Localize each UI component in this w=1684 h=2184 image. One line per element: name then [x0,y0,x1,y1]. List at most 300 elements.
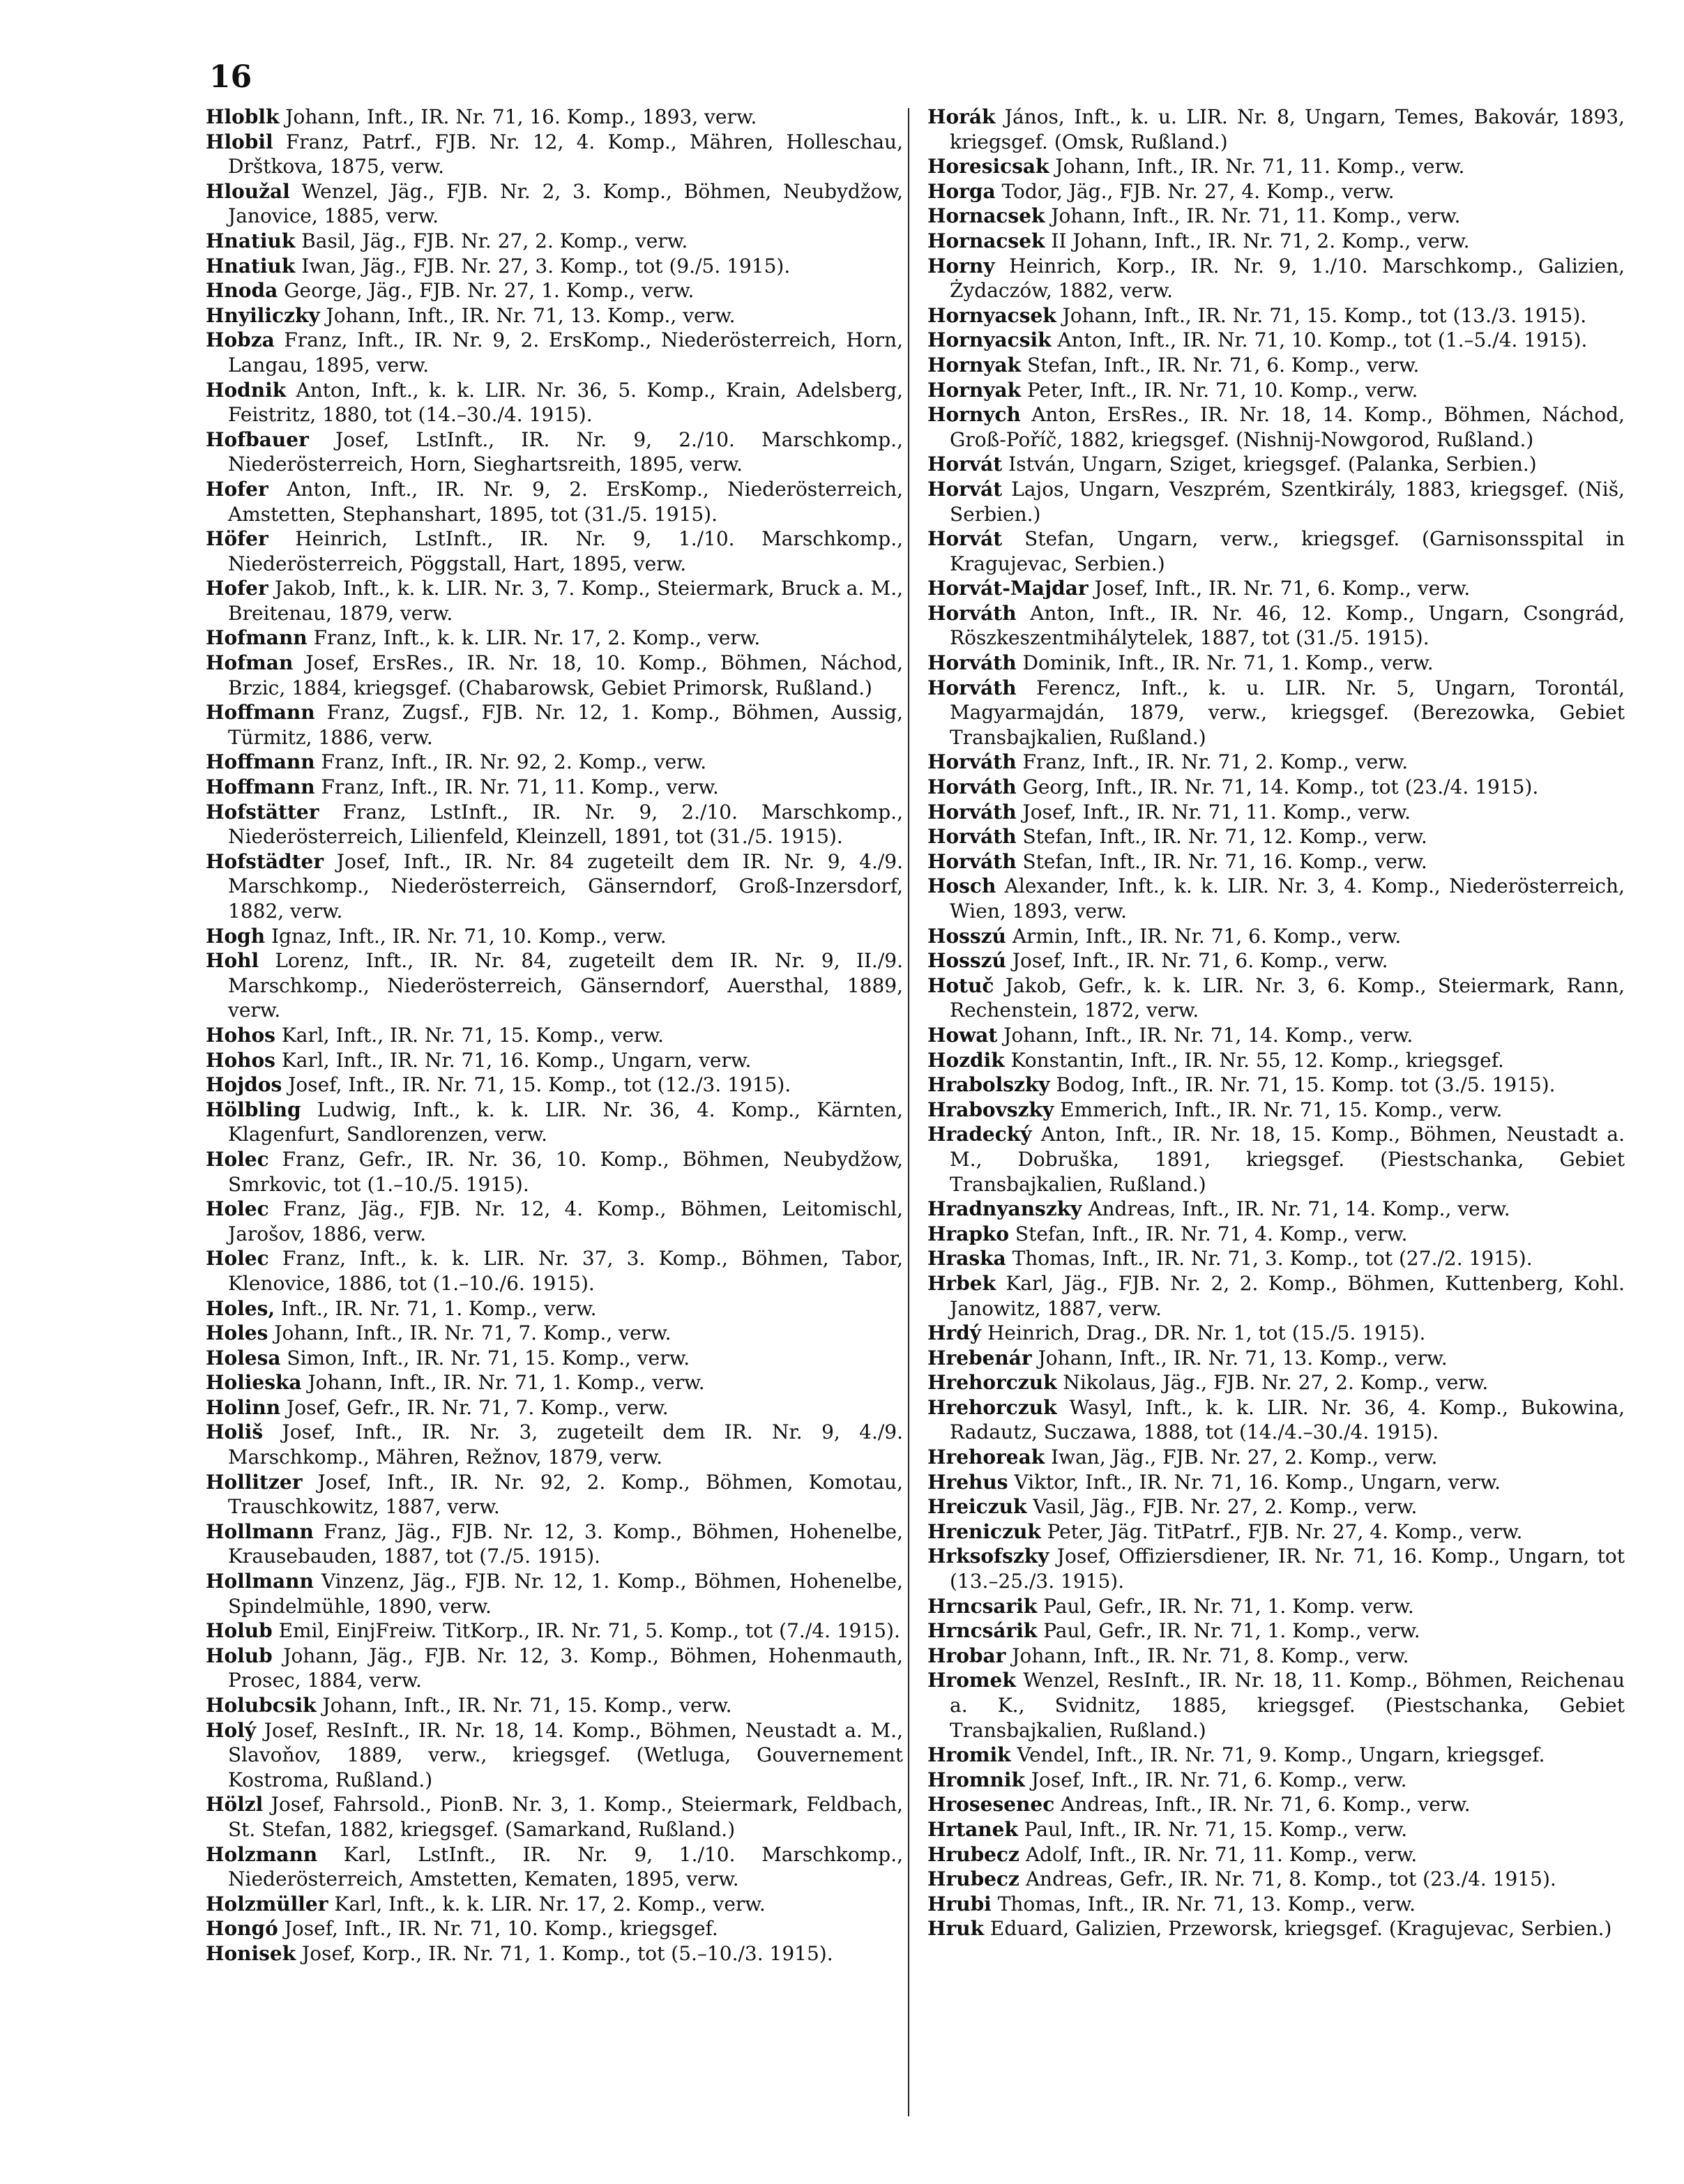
entry-surname: Holiš [206,1420,264,1444]
entry-surname: Holes, [206,1296,275,1320]
entry-details: Anton, Inft., IR. Nr. 9, 2. ErsKomp., Niederösterreich, Amstetten, Stephanshart, 1895, tot (31./5. 1915). [228,477,903,526]
list-item [927,1246,1625,1271]
entry-details: Anton, ErsRes., IR. Nr. 18, 14. Komp., Böhmen, Náchod, Groß-Poříč, 1882, kriegsgef. (Nishnij-Nowgorod, Rußland.) [950,403,1625,451]
list-item [927,154,1625,179]
entry-surname: Horváth [927,750,1017,774]
entry-details: Ludwig, Inft., k. k. LIR. Nr. 36, 4. Komp., Kärnten, Klagenfurt, Sandlorenzen, verw. [228,1098,903,1146]
entry-details: Todor, Jäg., FJB. Nr. 27, 4. Komp., verw. [1001,179,1395,203]
list-item [206,477,903,526]
entry-details: Johann, Jäg., FJB. Nr. 12, 3. Komp., Böhmen, Hohenmauth, Prosec, 1884, verw. [228,1644,903,1692]
entry-details: Anton, Inft., IR. Nr. 18, 15. Komp., Böhmen, Neustadt a. M., Dobruška, 1891, kriegsgef. (Piestschanka, Gebiet Transbajkalien, Rußland.) [950,1123,1625,1196]
list-item [206,526,903,576]
list-item [927,1743,1625,1768]
list-item [927,874,1625,923]
entry-details: Dominik, Inft., IR. Nr. 71, 1. Komp., verw. [1022,651,1434,675]
entry-details: Heinrich, LstInft., IR. Nr. 9, 1./10. Marschkomp., Niederösterreich, Pöggstall, Hart, 1895, verw. [228,527,904,575]
entry-details: Peter, Inft., IR. Nr. 71, 10. Komp., verw. [1026,378,1418,402]
entry-details: Josef, Offiziersdiener, IR. Nr. 71, 16. Komp., Ungarn, tot (13.–25./3. 1915). [950,1545,1625,1593]
entry-surname: Hnatiuk [206,254,296,278]
list-item [206,1296,903,1321]
entry-details: Johann, Inft., IR. Nr. 71, 11. Komp., verw. [1051,204,1461,228]
entry-surname: Horga [927,179,996,203]
entry-details: Franz, Inft., k. k. LIR. Nr. 37, 3. Komp., Böhmen, Tabor, Klenovice, 1886, tot (1.–10./6. 1915). [228,1247,903,1295]
entry-surname: Horváth [927,601,1017,625]
entry-surname: Hrosesenec [927,1793,1055,1817]
entry-details: Karl, Inft., IR. Nr. 71, 15. Komp., verw. [281,1023,664,1047]
list-item [927,105,1625,154]
entry-details: Josef, LstInft., IR. Nr. 9, 2./10. Marschkomp., Niederösterreich, Horn, Sieghartsreith, 1895, verw. [228,427,903,476]
list-item [927,1470,1625,1495]
entry-surname: Horvát [927,527,1003,551]
entry-surname: Hrehus [927,1470,1008,1494]
entry-surname: Hradnyanszky [927,1197,1082,1221]
entry-surname: Hornyak [927,378,1022,402]
list-item [927,1072,1625,1098]
entry-surname: Horvát [927,453,1003,476]
entry-surname: Hobza [206,328,275,352]
entry-details: Karl, LstInft., IR. Nr. 9, 1./10. Marschkomp., Niederösterreich, Amstetten, Kematen, 1895, verw. [228,1842,903,1891]
list-item [927,750,1625,775]
entry-surname: Hölzl [206,1793,264,1817]
entry-details: Peter, Jäg. TitPatrf., FJB. Nr. 27, 4. Komp., verw. [1047,1519,1523,1543]
entry-details: Emmerich, Inft., IR. Nr. 71, 15. Komp., verw. [1060,1098,1503,1121]
entry-surname: Hosch [927,874,996,898]
entry-details: Franz, Patrf., FJB. Nr. 12, 4. Komp., Mähren, Holleschau, Drštkova, 1875, verw. [228,130,903,179]
list-item [927,526,1625,576]
list-item [927,1668,1625,1743]
list-item [206,1023,903,1048]
entry-details: Konstantin, Inft., IR. Nr. 55, 12. Komp., kriegsgef. [1010,1048,1504,1072]
entry-surname: Hromek [927,1669,1016,1692]
list-item [206,1718,903,1793]
entry-details: Karl, Jäg., FJB. Nr. 2, 2. Komp., Böhmen, Kuttenberg, Kohl. Janowitz, 1887, verw. [950,1271,1625,1320]
list-item [927,1916,1625,1941]
entry-details: Josef, Inft., IR. Nr. 71, 11. Komp., verw. [1022,800,1411,824]
list-item [927,800,1625,825]
entry-surname: Hofer [206,477,268,501]
entry-details: Johann, Inft., IR. Nr. 71, 1. Komp., verw. [308,1371,705,1395]
entry-surname: Hreiczuk [927,1495,1027,1519]
entry-details: Franz, Jäg., FJB. Nr. 12, 3. Komp., Böhmen, Hohenelbe, Krausebauden, 1887, tot (7./5. 1915). [228,1519,903,1568]
entry-details: Andreas, Inft., IR. Nr. 71, 14. Komp., verw. [1088,1197,1510,1221]
list-item [206,1048,903,1073]
entry-details: Franz, Inft., k. k. LIR. Nr. 17, 2. Komp., verw. [313,626,761,650]
list-item [927,1544,1625,1593]
list-item [206,1197,903,1246]
list-item [206,1321,903,1346]
list-item [206,651,903,700]
entry-surname: Hofmann [206,626,308,650]
list-item [206,1569,903,1618]
entry-details: Eduard, Galizien, Przeworsk, kriegsgef. (Kragujevac, Serbien.) [989,1917,1612,1941]
entry-details: Thomas, Inft., IR. Nr. 71, 13. Komp., verw. [997,1892,1416,1916]
entry-surname: Hornyak [927,353,1022,377]
list-item [206,1246,903,1296]
entry-surname: Holesa [206,1346,281,1370]
list-item [206,254,903,279]
entry-surname: Hrksofszky [927,1545,1049,1568]
entry-details: Johann, Inft., IR. Nr. 71, 13. Komp., verw. [1038,1346,1448,1370]
entry-details: Josef, Fahrsold., PionB. Nr. 3, 1. Komp., Steiermark, Feldbach, St. Stefan, 1882, kriegsgef. (Samarkand, Rußland.) [228,1793,904,1841]
entry-surname: Holes [206,1321,268,1345]
entry-surname: Hoffmann [206,750,315,774]
list-item [206,1792,903,1842]
list-item [206,1693,903,1718]
entry-details: Anton, Inft., k. k. LIR. Nr. 36, 5. Komp., Krain, Adelsberg, Feistritz, 1880, tot (14.–30./4. 1915). [228,378,904,427]
entry-surname: Hrobar [927,1644,1006,1667]
entry-details: Anton, Inft., IR. Nr. 46, 12. Komp., Ungarn, Csongrád, Röszkeszentmihálytelek, 1887, tot (31./5. 1915). [950,601,1625,650]
entry-surname: Hrebenár [927,1346,1032,1370]
list-item [927,1445,1625,1470]
entry-surname: Hrubecz [927,1842,1019,1866]
entry-surname: Horvát-Majdar [927,577,1088,600]
list-item [927,651,1625,676]
entry-surname: Hornych [927,403,1021,427]
entry-surname: Hrdý [927,1321,982,1345]
entry-surname: Holec [206,1147,269,1171]
entry-surname: Hoffmann [206,775,315,799]
entry-surname: Hofman [206,651,294,675]
list-item [927,1321,1625,1346]
entry-details: Stefan, Ungarn, verw., kriegsgef. (Garnisonsspital in Kragujevac, Serbien.) [950,527,1625,575]
entry-surname: Hrncsarik [927,1594,1038,1618]
entry-surname: Hnyiliczky [206,303,320,327]
entry-surname: Hnatiuk [206,229,296,252]
entry-details: Josef, Gefr., IR. Nr. 71, 7. Komp., verw. [287,1395,669,1419]
entry-details: Karl, Inft., k. k. LIR. Nr. 17, 2. Komp., verw. [334,1892,766,1916]
entry-surname: Hogh [206,924,266,948]
entry-surname: Hrbek [927,1271,996,1295]
list-item [927,229,1625,254]
list-item [927,1817,1625,1842]
list-item [206,800,903,849]
list-item [927,1842,1625,1867]
entry-details: Ignaz, Inft., IR. Nr. 71, 10. Komp., verw. [271,924,667,948]
entry-surname: Hromnik [927,1768,1025,1791]
entry-surname: Hosszú [927,924,1006,948]
entry-surname: Hromik [927,1743,1011,1767]
entry-details: Josef, Inft., IR. Nr. 3, zugeteilt dem IR. Nr. 9, 4./9. Marschkomp., Mähren, Režnov, 1879, verw. [228,1420,903,1469]
entry-surname: Hlobil [206,130,273,153]
entry-surname: Holubcsik [206,1694,317,1717]
entry-surname: Holub [206,1619,273,1643]
entry-details: Jakob, Gefr., k. k. LIR. Nr. 3, 6. Komp., Steiermark, Rann, Rechenstein, 1872, verw. [950,973,1625,1022]
list-item [206,625,903,651]
entry-details: Franz, Inft., IR. Nr. 92, 2. Komp., verw. [321,750,707,774]
entry-surname: Hodnik [206,378,287,402]
list-item [927,1618,1625,1644]
entry-details: Nikolaus, Jäg., FJB. Nr. 27, 2. Komp., verw. [1063,1371,1489,1395]
left-column [206,105,903,1966]
entry-surname: Horváth [927,651,1017,675]
entry-details: Josef, Inft., IR. Nr. 71, 6. Komp., verw. [1012,949,1388,973]
entry-surname: Holinn [206,1395,281,1419]
entry-details: Wenzel, Jäg., FJB. Nr. 2, 3. Komp., Böhmen, Neubydžow, Janovice, 1885, verw. [228,179,903,228]
list-item [206,924,903,949]
entry-details: Josef, Korp., IR. Nr. 71, 1. Komp., tot (5.–10./3. 1915). [302,1941,833,1965]
list-item [206,948,903,1023]
entry-surname: Honisek [206,1941,296,1965]
entry-details: Franz, Inft., IR. Nr. 71, 2. Komp., verw. [1022,750,1409,774]
entry-details: Johann, Inft., IR. Nr. 71, 15. Komp., verw. [322,1694,732,1717]
list-item [206,750,903,775]
entry-surname: Hohos [206,1048,275,1072]
entry-surname: Hnoda [206,279,278,303]
list-item [206,303,903,328]
entry-surname: Holý [206,1718,257,1742]
entry-details: Stefan, Inft., IR. Nr. 71, 12. Komp., verw. [1022,825,1427,849]
entry-surname: Hreniczuk [927,1519,1041,1543]
entry-details: Adolf, Inft., IR. Nr. 71, 11. Komp., verw. [1025,1842,1418,1866]
entry-details: Franz, Zugsf., FJB. Nr. 12, 1. Komp., Böhmen, Aussig, Türmitz, 1886, verw. [228,701,903,749]
entry-details: Andreas, Inft., IR. Nr. 71, 6. Komp., verw. [1061,1793,1471,1817]
entry-surname: Hrubecz [927,1867,1019,1891]
list-item [927,1271,1625,1321]
entry-details: Heinrich, Korp., IR. Nr. 9, 1./10. Marschkomp., Galizien, Żydaczów, 1882, verw. [950,254,1625,303]
entry-surname: Hrncsárik [927,1619,1038,1643]
list-item [927,1048,1625,1073]
list-item [927,402,1625,452]
list-item [927,676,1625,750]
list-item [206,229,903,254]
entry-details: Paul, Inft., IR. Nr. 71, 15. Komp., verw. [1024,1817,1408,1841]
entry-details: Stefan, Inft., IR. Nr. 71, 6. Komp., verw. [1026,353,1420,377]
entry-details: Stefan, Inft., IR. Nr. 71, 4. Komp., verw. [1015,1222,1408,1245]
entry-surname: Holieska [206,1371,302,1395]
page-number: 16 [209,59,252,95]
list-item [927,1494,1625,1519]
entry-surname: Hornyacsek [927,303,1056,327]
entry-details: Josef, Inft., IR. Nr. 71, 15. Komp., tot (12./3. 1915). [288,1073,791,1097]
entry-surname: Hohos [206,1023,275,1047]
list-item [927,353,1625,378]
list-item [206,1147,903,1197]
entry-surname: Horváth [927,676,1017,699]
entry-details: Josef, Inft., IR. Nr. 92, 2. Komp., Böhmen, Komotau, Trauschkowitz, 1887, verw. [228,1470,903,1519]
list-item [206,1072,903,1098]
list-item [927,1197,1625,1222]
list-item [206,1470,903,1519]
entry-surname: Horváth [927,825,1017,849]
entry-surname: Horváth [927,849,1017,873]
entry-surname: Hoffmann [206,701,315,725]
entry-details: Johann, Inft., IR. Nr. 71, 16. Komp., 1893, verw. [285,105,757,128]
entry-details: Emil, EinjFreiw. TitKorp., IR. Nr. 71, 5. Komp., tot (7./4. 1915). [278,1619,900,1643]
entry-surname: Hrehoreak [927,1446,1045,1469]
list-item [927,1370,1625,1395]
entry-surname: Horváth [927,800,1017,824]
list-item [206,849,903,924]
entry-surname: Horvát [927,477,1003,501]
list-item [206,105,903,130]
list-item [927,824,1625,849]
entry-surname: Horák [927,105,996,128]
list-item [206,775,903,800]
entry-surname: Holec [206,1247,269,1271]
list-item [206,328,903,377]
entry-details: Josef, Inft., IR. Nr. 71, 6. Komp., verw. [1031,1768,1407,1791]
entry-details: Josef, ResInft., IR. Nr. 18, 14. Komp., Böhmen, Neustadt a. M., Slavoňov, 1889, verw., kriegsgef. (Wetluga, Gouvernement Kostroma, Rußland.) [228,1718,903,1791]
entry-details: Johann, Inft., IR. Nr. 71, 8. Komp., verw. [1012,1644,1409,1667]
entry-surname: Hrehorczuk [927,1395,1057,1419]
entry-details: Stefan, Inft., IR. Nr. 71, 16. Komp., verw. [1022,849,1427,873]
entry-details: Wenzel, ResInft., IR. Nr. 18, 11. Komp., Böhmen, Reichenau a. K., Svidnitz, 1885, kriegsgef. (Piestschanka, Gebiet Transbajkalien, Rußland.) [950,1669,1625,1742]
entry-details: Alexander, Inft., k. k. LIR. Nr. 3, 4. Komp., Niederösterreich, Wien, 1893, verw. [950,874,1625,923]
list-item [927,1122,1625,1197]
list-item [206,130,903,179]
list-item [927,254,1625,303]
entry-surname: Hojdos [206,1073,282,1097]
entry-surname: Höfer [206,527,268,551]
list-item [206,1941,903,1966]
entry-surname: Hollmann [206,1519,314,1543]
list-item [927,1644,1625,1669]
entry-surname: Horesicsak [927,155,1049,179]
list-item [206,427,903,477]
entry-surname: Horváth [927,775,1017,799]
entry-surname: Hozdik [927,1048,1005,1072]
entry-surname: Hornacsek [927,204,1045,228]
list-item [927,775,1625,800]
entry-surname: Hloužal [206,179,290,203]
entry-details: Franz, LstInft., IR. Nr. 9, 2./10. Marschkomp., Niederösterreich, Lilienfeld, Kleinzell, 1891, tot (31./5. 1915). [228,800,903,849]
entry-details: Karl, Inft., IR. Nr. 71, 16. Komp., Ungarn, verw. [281,1048,752,1072]
entry-surname: Horny [927,254,995,278]
entry-details: Johann, Inft., IR. Nr. 71, 13. Komp., verw. [326,303,736,327]
list-item [206,576,903,625]
list-item [206,1618,903,1644]
entry-details: Inft., IR. Nr. 71, 1. Komp., verw. [281,1296,597,1320]
entry-surname: Howat [927,1023,998,1047]
list-item [206,700,903,750]
right-column [927,105,1625,1941]
entry-surname: Hrtanek [927,1817,1018,1841]
list-item [927,1346,1625,1371]
entry-surname: Hrehorczuk [927,1371,1057,1395]
entry-surname: Hollmann [206,1570,314,1593]
entry-details: Franz, Jäg., FJB. Nr. 12, 4. Komp., Böhmen, Leitomischl, Jarošov, 1886, verw. [228,1197,903,1245]
document-page [174,42,1644,2134]
entry-details: Franz, Inft., IR. Nr. 71, 11. Komp., verw. [321,775,719,799]
list-item [927,948,1625,973]
entry-surname: Hrapko [927,1222,1010,1245]
list-item [206,378,903,427]
list-item [927,601,1625,651]
entry-details: Josef, Inft., IR. Nr. 71, 6. Komp., verw. [1094,577,1471,600]
entry-details: Vendel, Inft., IR. Nr. 71, 9. Komp., Ungarn, kriegsgef. [1017,1743,1545,1767]
entry-surname: Hrubi [927,1892,992,1916]
list-item [206,1370,903,1395]
entry-surname: Holzmüller [206,1892,328,1916]
list-item [206,1395,903,1420]
entry-surname: Hohl [206,949,259,973]
list-item [206,1892,903,1917]
list-item [206,1098,903,1147]
entry-details: Wasyl, Inft., k. k. LIR. Nr. 36, 4. Komp., Bukowina, Radautz, Suczawa, 1888, tot (14./4.–30./4. 1915). [950,1395,1625,1444]
list-item [927,477,1625,526]
entry-details: Vinzenz, Jäg., FJB. Nr. 12, 1. Komp., Böhmen, Hohenelbe, Spindelmühle, 1890, verw. [228,1570,903,1618]
list-item [927,303,1625,328]
list-item [927,378,1625,403]
list-item [927,576,1625,601]
list-item [927,1519,1625,1545]
entry-details: Franz, Gefr., IR. Nr. 36, 10. Komp., Böhmen, Neubydžow, Smrkovic, tot (1.–10./5. 1915). [228,1147,904,1196]
list-item [927,973,1625,1023]
list-item [927,1023,1625,1048]
list-item [927,1892,1625,1917]
entry-details: Viktor, Inft., IR. Nr. 71, 16. Komp., Ungarn, verw. [1014,1470,1501,1494]
column-divider [908,108,909,2116]
entry-details: Iwan, Jäg., FJB. Nr. 27, 3. Komp., tot (9./5. 1915). [301,254,791,278]
entry-details: Josef, ErsRes., IR. Nr. 18, 10. Komp., Böhmen, Náchod, Brzic, 1884, kriegsgef. (Chabarowsk, Gebiet Primorsk, Rußland.) [228,651,904,699]
entry-surname: Hölbling [206,1098,301,1121]
entry-details: Anton, Inft., IR. Nr. 71, 10. Komp., tot (1.–5./4. 1915). [1057,328,1588,352]
list-item [927,1867,1625,1892]
entry-details: Franz, Inft., IR. Nr. 9, 2. ErsKomp., Niederösterreich, Horn, Langau, 1895, verw. [228,328,903,377]
entry-surname: Hosszú [927,949,1006,973]
list-item [927,1098,1625,1123]
list-item [206,1644,903,1693]
entry-details: Iwan, Jäg., FJB. Nr. 27, 2. Komp., verw. [1051,1446,1438,1469]
entry-surname: Hofbauer [206,427,309,451]
entry-details: Josef, Inft., IR. Nr. 71, 10. Komp., kriegsgef. [284,1917,718,1941]
list-item [206,1420,903,1469]
entry-surname: Hofstädter [206,849,324,873]
entry-surname: Hofstätter [206,800,319,824]
entry-details: Ferencz, Inft., k. u. LIR. Nr. 5, Ungarn, Torontál, Magyarmajdán, 1879, verw., kriegsgef. (Berezowka, Gebiet Transbajkalien, Rußland.) [950,676,1625,749]
list-item [927,328,1625,353]
list-item [927,1594,1625,1619]
entry-surname: Hruk [927,1917,984,1941]
entry-details: II Johann, Inft., IR. Nr. 71, 2. Komp., verw. [1051,229,1470,252]
entry-surname: Hofer [206,577,268,600]
list-item [927,924,1625,949]
entry-details: Lajos, Ungarn, Veszprém, Szentkirály, 1883, kriegsgef. (Niš, Serbien.) [950,477,1625,526]
list-item [206,1346,903,1371]
entry-details: Paul, Gefr., IR. Nr. 71, 1. Komp., verw. [1043,1619,1420,1643]
entry-surname: Hradecký [927,1123,1032,1146]
list-item [927,1768,1625,1793]
entry-surname: Hrabovszky [927,1098,1054,1121]
entry-surname: Holub [206,1644,273,1667]
list-item [206,1519,903,1569]
entry-details: Lorenz, Inft., IR. Nr. 84, zugeteilt dem IR. Nr. 9, II./9. Marschkomp., Niederösterreich, Gänserndorf, Auersthal, 1889, verw. [228,949,903,1022]
entry-surname: Hotuč [927,973,994,997]
entry-details: Andreas, Gefr., IR. Nr. 71, 8. Komp., tot (23./4. 1915). [1025,1867,1556,1891]
entry-details: János, Inft., k. u. LIR. Nr. 8, Ungarn, Temes, Bakovár, 1893, kriegsgef. (Omsk, Rußland.) [950,105,1625,153]
entry-details: Johann, Inft., IR. Nr. 71, 11. Komp., verw. [1055,155,1465,179]
list-item [927,1792,1625,1817]
entry-details: Johann, Inft., IR. Nr. 71, 7. Komp., verw. [274,1321,672,1345]
list-item [927,1222,1625,1247]
entry-details: Thomas, Inft., IR. Nr. 71, 3. Komp., tot (27./2. 1915). [1012,1247,1533,1271]
entry-surname: Hollitzer [206,1470,303,1494]
list-item [206,179,903,229]
entry-details: Georg, Inft., IR. Nr. 71, 14. Komp., tot (23./4. 1915). [1022,775,1539,799]
entry-details: Paul, Gefr., IR. Nr. 71, 1. Komp. verw. [1043,1594,1414,1618]
entry-surname: Holec [206,1197,269,1221]
list-item [206,1842,903,1892]
entry-surname: Hornyacsik [927,328,1052,352]
entry-details: Heinrich, Drag., DR. Nr. 1, tot (15./5. 1915). [987,1321,1426,1345]
entry-surname: Hraska [927,1247,1006,1271]
entry-details: George, Jäg., FJB. Nr. 27, 1. Komp., verw. [284,279,695,303]
entry-surname: Hloblk [206,105,280,128]
entry-surname: Hongó [206,1917,278,1941]
list-item [927,452,1625,477]
entry-surname: Hrabolszky [927,1073,1050,1097]
entry-details: István, Ungarn, Sziget, kriegsgef. (Palanka, Serbien.) [1008,453,1537,476]
